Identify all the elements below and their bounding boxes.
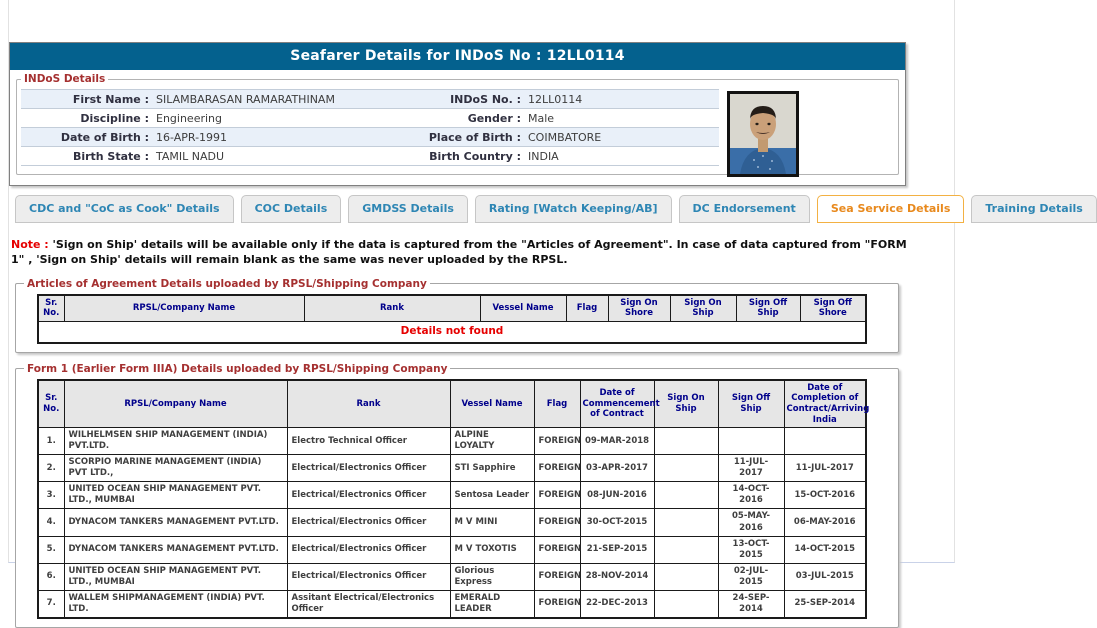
table-row: [38, 428, 866, 455]
table-cell: 1.: [38, 428, 64, 455]
table-cell: 21-SEP-2015: [580, 536, 654, 563]
table-cell: 4.: [38, 509, 64, 536]
field-label: Place of Birth :: [428, 131, 521, 144]
table-cell: Sentosa Leader: [450, 482, 534, 509]
column-header: Date of Completion of Contract/Arriving India: [784, 380, 866, 428]
indos-details-fieldset: [16, 73, 899, 175]
field-label: Birth Country :: [429, 150, 521, 163]
table-cell: M V MINI: [450, 509, 534, 536]
table-cell: DYNACOM TANKERS MANAGEMENT PVT.LTD.: [64, 509, 287, 536]
articles-of-agreement-table: [37, 294, 867, 344]
table-row: [38, 482, 866, 509]
articles-of-agreement-legend: Articles of Agreement Details uploaded by RPSL/Shipping Company: [27, 277, 427, 290]
column-header: RPSL/Company Name: [64, 380, 287, 428]
table-cell: FOREIGN: [534, 563, 580, 590]
field-value: 12LL0114: [528, 93, 583, 106]
tab-rating-watch-keeping-ab[interactable]: Rating [Watch Keeping/AB]: [475, 195, 672, 223]
detail-row: [21, 147, 719, 166]
table-cell: FOREIGN: [534, 590, 580, 618]
table-cell: [654, 590, 718, 618]
column-header: Sign On Shore: [608, 295, 670, 322]
table-cell: WALLEM SHIPMANAGEMENT (INDIA) PVT. LTD.: [64, 590, 287, 618]
table-cell: FOREIGN: [534, 482, 580, 509]
table-cell: STI Sapphire: [450, 455, 534, 482]
table-cell: [654, 482, 718, 509]
table-cell: 25-SEP-2014: [784, 590, 866, 618]
table-cell: Electrical/Electronics Officer: [287, 482, 450, 509]
table-cell: FOREIGN: [534, 428, 580, 455]
detail-row: [21, 128, 719, 147]
detail-row: [21, 90, 719, 109]
column-header: Sr. No.: [38, 380, 64, 428]
table-cell: Electrical/Electronics Officer: [287, 455, 450, 482]
table-cell: Glorious Express: [450, 563, 534, 590]
indos-header-box: [9, 42, 906, 186]
column-header: Sign Off Ship: [718, 380, 784, 428]
table-row: [38, 563, 866, 590]
empty-message: Details not found: [38, 322, 866, 343]
table-cell: ALPINE LOYALTY: [450, 428, 534, 455]
form1-fieldset: [15, 363, 899, 628]
table-row: [38, 509, 866, 536]
table-cell: DYNACOM TANKERS MANAGEMENT PVT.LTD.: [64, 536, 287, 563]
field-value: Engineering: [156, 112, 222, 125]
column-header: Vessel Name: [480, 295, 566, 322]
table-cell: [654, 428, 718, 455]
table-cell: 06-MAY-2016: [784, 509, 866, 536]
tab-sea-service-details[interactable]: Sea Service Details: [817, 195, 965, 223]
table-cell: M V TOXOTIS: [450, 536, 534, 563]
table-cell: UNITED OCEAN SHIP MANAGEMENT PVT. LTD., MUMBAI: [64, 563, 287, 590]
table-cell: UNITED OCEAN SHIP MANAGEMENT PVT. LTD., MUMBAI: [64, 482, 287, 509]
table-header: [38, 380, 870, 428]
articles-of-agreement-fieldset: [15, 278, 899, 353]
field-label: Date of Birth :: [60, 131, 149, 144]
field-value: COIMBATORE: [528, 131, 602, 144]
table-cell: 3.: [38, 482, 64, 509]
table-cell: [654, 509, 718, 536]
indos-detail-rows: [21, 89, 719, 166]
table-cell: 5.: [38, 536, 64, 563]
column-header: Sign On Ship: [670, 295, 736, 322]
form1-table: [37, 379, 870, 619]
portrait-illustration: [730, 94, 796, 174]
note-text: 'Sign on Ship' details will be available only if the data is captured from the "Articles of Agreement". In case of data captured from "FORM 1" , 'Sign on Ship' details will remain blank as the same was never uploaded by the RPSL.: [11, 238, 907, 267]
table-cell: 08-JUN-2016: [580, 482, 654, 509]
table-cell: 14-OCT-2016: [718, 482, 784, 509]
table-cell: 13-OCT-2015: [718, 536, 784, 563]
column-header: Flag: [566, 295, 608, 322]
tab-bar: [15, 195, 1083, 223]
column-header: Date of Commencement of Contract: [580, 380, 654, 428]
table-cell: Electro Technical Officer: [287, 428, 450, 455]
field-label: INDoS No. :: [450, 93, 521, 106]
table-cell: Electrical/Electronics Officer: [287, 509, 450, 536]
table-cell: [654, 563, 718, 590]
table-cell: [784, 428, 866, 455]
table-cell: Electrical/Electronics Officer: [287, 536, 450, 563]
field-value: SILAMBARASAN RAMARATHINAM: [156, 93, 335, 106]
field-value: TAMIL NADU: [156, 150, 225, 163]
table-cell: 05-MAY-2016: [718, 509, 784, 536]
tab-cdc-coc-as-cook-details[interactable]: CDC and "CoC as Cook" Details: [15, 195, 234, 223]
table-cell: 09-MAR-2018: [580, 428, 654, 455]
field-label: Birth State :: [72, 150, 149, 163]
detail-row: [21, 109, 719, 128]
note-prefix: Note :: [11, 238, 49, 251]
table-cell: FOREIGN: [534, 509, 580, 536]
table-cell: 24-SEP-2014: [718, 590, 784, 618]
tab-gmdss-details[interactable]: GMDSS Details: [348, 195, 468, 223]
form1-table-body: [38, 428, 866, 618]
page-title: Seafarer Details for INDoS No : 12LL0114: [10, 43, 905, 70]
table-cell: [654, 455, 718, 482]
page-container: [8, 0, 1083, 614]
table-cell: [718, 428, 784, 455]
table-cell: 15-OCT-2016: [784, 482, 866, 509]
table-cell: 11-JUL-2017: [718, 455, 784, 482]
column-header: Vessel Name: [450, 380, 534, 428]
table-cell: [654, 536, 718, 563]
table-cell: SCORPIO MARINE MANAGEMENT (INDIA) PVT LTD.,: [64, 455, 287, 482]
table-cell: FOREIGN: [534, 536, 580, 563]
table-cell: 03-JUL-2015: [784, 563, 866, 590]
table-cell: 02-JUL-2015: [718, 563, 784, 590]
column-header: Rank: [304, 295, 480, 322]
column-header: Sign On Ship: [654, 380, 718, 428]
column-header: Sr. No.: [38, 295, 64, 322]
column-header: Flag: [534, 380, 580, 428]
indos-details-legend: INDoS Details: [24, 73, 106, 85]
table-cell: 03-APR-2017: [580, 455, 654, 482]
column-header: Sign Off Shore: [800, 295, 866, 322]
column-header: RPSL/Company Name: [64, 295, 304, 322]
field-label: First Name :: [72, 93, 149, 106]
empty-row: [38, 322, 866, 343]
sign-on-ship-note: [11, 237, 908, 268]
field-label: Discipline :: [80, 112, 149, 125]
table-cell: FOREIGN: [534, 455, 580, 482]
table-cell: 11-JUL-2017: [784, 455, 866, 482]
table-cell: 14-OCT-2015: [784, 536, 866, 563]
field-label: Gender :: [467, 112, 521, 125]
table-cell: WILHELMSEN SHIP MANAGEMENT (INDIA) PVT.LTD.: [64, 428, 287, 455]
field-value: INDIA: [528, 150, 559, 163]
form1-legend: Form 1 (Earlier Form IIIA) Details uploaded by RPSL/Shipping Company: [27, 362, 448, 375]
table-cell: Assitant Electrical/Electronics Officer: [287, 590, 450, 618]
table-cell: 28-NOV-2014: [580, 563, 654, 590]
table-header: [38, 295, 866, 322]
table-cell: 22-DEC-2013: [580, 590, 654, 618]
tab-dc-endorsement[interactable]: DC Endorsement: [679, 195, 810, 223]
tab-training-details[interactable]: Training Details: [971, 195, 1096, 223]
field-value: 16-APR-1991: [156, 131, 228, 144]
table-row: [38, 590, 866, 618]
table-cell: EMERALD LEADER: [450, 590, 534, 618]
table-cell: 6.: [38, 563, 64, 590]
tab-coc-details[interactable]: COC Details: [241, 195, 342, 223]
table-cell: 30-OCT-2015: [580, 509, 654, 536]
table-cell: Electrical/Electronics Officer: [287, 563, 450, 590]
table-row: [38, 455, 866, 482]
column-header: Sign Off Ship: [736, 295, 800, 322]
table-cell: 7.: [38, 590, 64, 618]
table-cell: 2.: [38, 455, 64, 482]
seafarer-photo: [727, 91, 799, 177]
table-row: [38, 536, 866, 563]
column-header: Rank: [287, 380, 450, 428]
field-value: Male: [528, 112, 555, 125]
